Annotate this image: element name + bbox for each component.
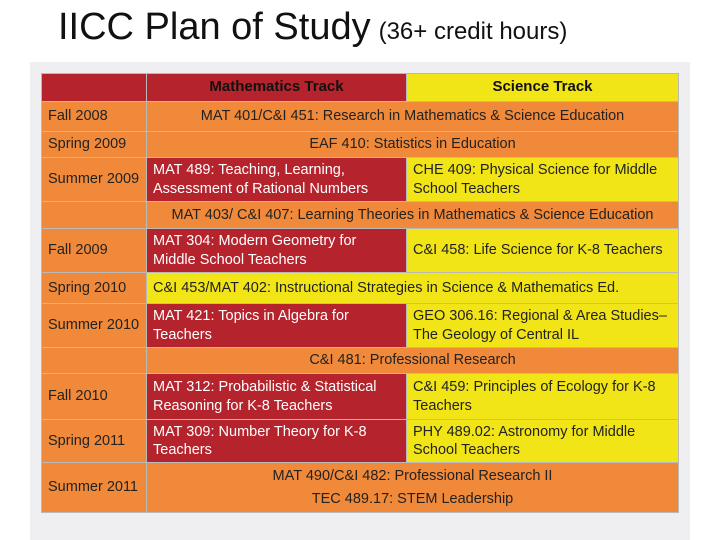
semester-cell: Summer 2009 bbox=[42, 158, 147, 202]
course-line: MAT 490/C&I 482: Professional Research II bbox=[272, 468, 553, 485]
table-row bbox=[42, 158, 679, 202]
shared-course-cell: C&I 481: Professional Research bbox=[147, 348, 679, 374]
table-row bbox=[42, 420, 679, 463]
table-row bbox=[42, 102, 679, 132]
table-row bbox=[42, 132, 679, 158]
semester-cell: Spring 2011 bbox=[42, 420, 147, 463]
title-credit-hours: (36+ credit hours) bbox=[378, 18, 568, 45]
page-title bbox=[58, 8, 567, 46]
science-course-cell: C&I 458: Life Science for K-8 Teachers bbox=[407, 229, 679, 273]
science-course-cell: CHE 409: Physical Science for Middle School Teachers bbox=[407, 158, 679, 202]
semester-cell: Fall 2009 bbox=[42, 229, 147, 273]
semester-cell: Fall 2008 bbox=[42, 102, 147, 132]
math-course-cell: MAT 304: Modern Geometry for Middle School Teachers bbox=[147, 229, 407, 273]
title-main: IICC Plan of Study bbox=[58, 6, 371, 48]
semester-cell-empty bbox=[42, 202, 147, 229]
math-course-cell: MAT 309: Number Theory for K-8 Teachers bbox=[147, 420, 407, 463]
header-math-track: Mathematics Track bbox=[147, 74, 407, 102]
shared-course-cell: MAT 403/ C&I 407: Learning Theories in Mathematics & Science Education bbox=[147, 202, 679, 229]
plan-of-study-table bbox=[41, 73, 679, 513]
math-course-cell: MAT 312: Probabilistic & Statistical Reasoning for K-8 Teachers bbox=[147, 374, 407, 420]
course-line: TEC 489.17: STEM Leadership bbox=[311, 490, 514, 507]
table-row bbox=[42, 273, 679, 304]
science-course-cell: GEO 306.16: Regional & Area Studies–The Geology of Central IL bbox=[407, 304, 679, 348]
semester-cell: Summer 2010 bbox=[42, 304, 147, 348]
table-row bbox=[42, 229, 679, 273]
semester-cell: Spring 2010 bbox=[42, 273, 147, 304]
math-course-cell: MAT 489: Teaching, Learning, Assessment of Rational Numbers bbox=[147, 158, 407, 202]
shared-course-cell: C&I 453/MAT 402: Instructional Strategies in Science & Mathematics Ed. bbox=[147, 273, 679, 304]
math-course-cell: MAT 421: Topics in Algebra for Teachers bbox=[147, 304, 407, 348]
semester-cell-empty bbox=[42, 348, 147, 374]
table-header-row bbox=[42, 74, 679, 102]
semester-cell: Fall 2010 bbox=[42, 374, 147, 420]
shared-course-cell: EAF 410: Statistics in Education bbox=[147, 132, 679, 158]
table-row bbox=[42, 202, 679, 229]
table-row bbox=[42, 463, 679, 513]
table-row bbox=[42, 374, 679, 420]
table-row bbox=[42, 348, 679, 374]
science-course-cell: C&I 459: Principles of Ecology for K-8 Teachers bbox=[407, 374, 679, 420]
semester-cell: Summer 2011 bbox=[42, 463, 147, 513]
table-row bbox=[42, 304, 679, 348]
header-blank-cell bbox=[42, 74, 147, 102]
shared-course-cell: MAT 401/C&I 451: Research in Mathematics & Science Education bbox=[147, 102, 679, 132]
science-course-cell: PHY 489.02: Astronomy for Middle School Teachers bbox=[407, 420, 679, 463]
shared-course-cell bbox=[147, 463, 679, 513]
semester-cell: Spring 2009 bbox=[42, 132, 147, 158]
header-science-track: Science Track bbox=[407, 74, 679, 102]
